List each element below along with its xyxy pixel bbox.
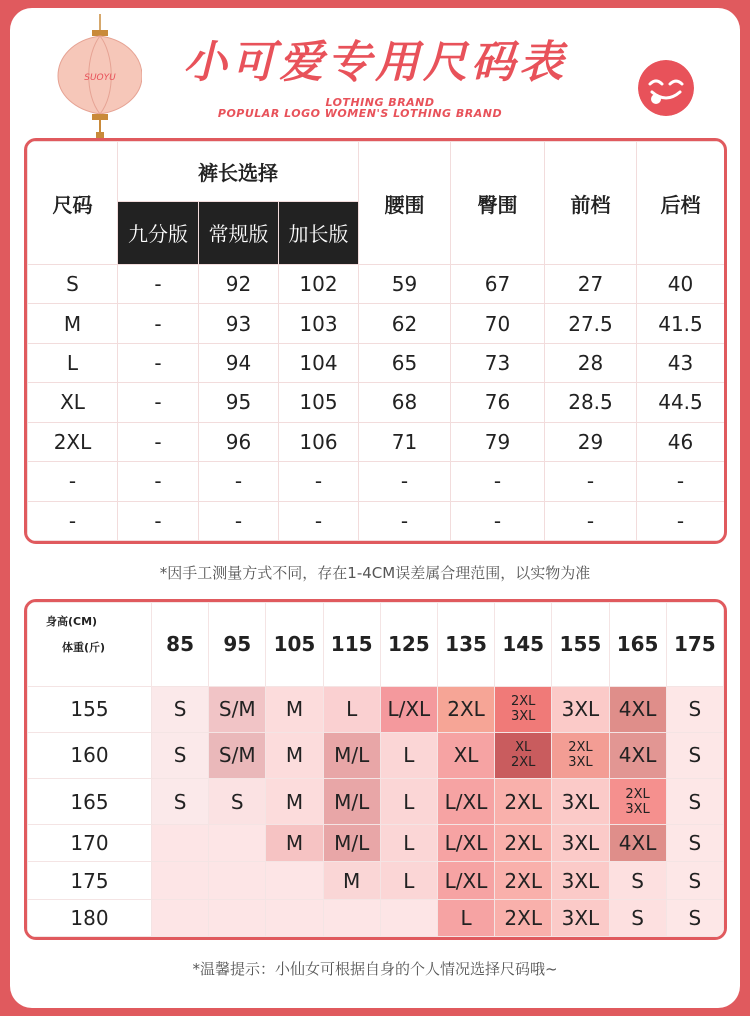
- corner-header: [28, 603, 152, 687]
- fit-cell-size: 3XL: [568, 755, 593, 771]
- fit-cell: 2XL: [495, 825, 552, 862]
- fit-cell: [609, 778, 666, 824]
- fit-cell: S: [152, 732, 209, 778]
- fit-cell: S: [666, 899, 723, 936]
- size-cell: 43: [637, 343, 725, 382]
- size-cell: 96: [199, 422, 279, 461]
- fit-cell: 3XL: [552, 825, 609, 862]
- size-cell: 67: [451, 265, 545, 304]
- size-cell: 93: [199, 304, 279, 343]
- fit-cell-size: 2XL: [511, 694, 536, 710]
- size-cell: -: [279, 501, 359, 540]
- size-cell: XL: [28, 383, 118, 422]
- fit-cell: 4XL: [609, 825, 666, 862]
- size-cell: -: [28, 462, 118, 501]
- height-cell: 170: [28, 825, 152, 862]
- back-rise-header: 后档: [637, 142, 725, 265]
- fit-row: [28, 686, 724, 732]
- fit-cell-size: 3XL: [511, 709, 536, 725]
- fit-cell: 3XL: [552, 686, 609, 732]
- size-cell: 104: [279, 343, 359, 382]
- fit-cell: L: [323, 686, 380, 732]
- size-cell: -: [199, 501, 279, 540]
- size-cell: -: [199, 462, 279, 501]
- brand-subtitle: LOTHING BRAND: [325, 96, 435, 109]
- size-row: [28, 462, 725, 501]
- size-cell: 62: [359, 304, 451, 343]
- size-cell: 71: [359, 422, 451, 461]
- fit-cell: M: [266, 778, 323, 824]
- size-cell: -: [451, 462, 545, 501]
- weight-header: 105: [266, 603, 323, 687]
- fit-cell: XL: [437, 732, 494, 778]
- weight-header: 155: [552, 603, 609, 687]
- weight-header: 145: [495, 603, 552, 687]
- size-cell: 28: [545, 343, 637, 382]
- fit-cell-size: 2XL: [625, 786, 650, 802]
- weight-header: 175: [666, 603, 723, 687]
- fit-cell: [266, 862, 323, 899]
- size-cell: -: [28, 501, 118, 540]
- size-cell: 40: [637, 265, 725, 304]
- size-cell: 2XL: [28, 422, 118, 461]
- size-cell: -: [451, 501, 545, 540]
- fit-cell: L/XL: [437, 862, 494, 899]
- fit-cell: L/XL: [380, 686, 437, 732]
- page-title: 小可爱专用尺码表: [183, 37, 567, 88]
- fit-cell: 4XL: [609, 732, 666, 778]
- fit-cell: S: [609, 862, 666, 899]
- fit-cell: L: [437, 899, 494, 936]
- fit-cell: 2XL: [437, 686, 494, 732]
- length-option-regular: 常规版: [199, 201, 279, 264]
- fit-cell: [380, 899, 437, 936]
- height-cell: 165: [28, 778, 152, 824]
- fit-cell-size: 2XL: [511, 755, 536, 771]
- size-cell: -: [118, 501, 199, 540]
- fit-cell: 3XL: [552, 862, 609, 899]
- fit-cell: S: [666, 778, 723, 824]
- tip-note: *温馨提示：小仙女可根据自身的个人情况选择尺码哦~: [192, 960, 558, 978]
- fit-cell: L/XL: [437, 825, 494, 862]
- fit-cell: [152, 862, 209, 899]
- size-row: [28, 265, 725, 304]
- fit-row: [28, 778, 724, 824]
- fit-cell: M/L: [323, 732, 380, 778]
- fit-cell: M: [323, 862, 380, 899]
- weight-header: 95: [209, 603, 266, 687]
- fit-row: [28, 899, 724, 936]
- fit-row: [28, 825, 724, 862]
- size-cell: -: [637, 501, 725, 540]
- weight-label: 体重(斤): [62, 641, 106, 654]
- fit-cell: [495, 732, 552, 778]
- size-cell: -: [118, 462, 199, 501]
- size-cell: 79: [451, 422, 545, 461]
- length-option-long: 加长版: [279, 201, 359, 264]
- height-cell: 160: [28, 732, 152, 778]
- fit-table: [24, 599, 727, 940]
- fit-cell: S: [152, 686, 209, 732]
- fit-row: [28, 862, 724, 899]
- fit-cell: S: [152, 778, 209, 824]
- size-cell: 29: [545, 422, 637, 461]
- fit-cell: [209, 899, 266, 936]
- brand-tagline: POPULAR LOGO WOMEN'S LOTHING BRAND: [217, 107, 503, 120]
- front-rise-header: 前档: [545, 142, 637, 265]
- size-cell: -: [279, 462, 359, 501]
- size-cell: 27.5: [545, 304, 637, 343]
- fit-cell-size: 2XL: [568, 740, 593, 756]
- measurement-note: *因手工测量方式不同，存在1-4CM误差属合理范围，以实物为准: [159, 564, 591, 582]
- size-cell: -: [359, 501, 451, 540]
- fit-cell: 2XL: [495, 899, 552, 936]
- fit-cell: [209, 862, 266, 899]
- weight-header: 135: [437, 603, 494, 687]
- size-cell: 92: [199, 265, 279, 304]
- size-cell: 70: [451, 304, 545, 343]
- fit-cell: L/XL: [437, 778, 494, 824]
- size-cell: 44.5: [637, 383, 725, 422]
- fit-cell: S: [666, 825, 723, 862]
- hip-header: 臀围: [451, 142, 545, 265]
- fit-cell: S: [609, 899, 666, 936]
- size-cell: -: [545, 462, 637, 501]
- fit-cell: 3XL: [552, 778, 609, 824]
- fit-cell: S: [666, 862, 723, 899]
- size-cell: 105: [279, 383, 359, 422]
- fit-cell: [323, 899, 380, 936]
- fit-cell: [495, 686, 552, 732]
- size-cell: 103: [279, 304, 359, 343]
- length-option-cropped: 九分版: [118, 201, 199, 264]
- size-cell: 95: [199, 383, 279, 422]
- height-cell: 175: [28, 862, 152, 899]
- fit-cell: S/M: [209, 686, 266, 732]
- weight-header: 115: [323, 603, 380, 687]
- size-cell: 102: [279, 265, 359, 304]
- fit-cell: S: [666, 732, 723, 778]
- size-cell: -: [545, 501, 637, 540]
- size-cell: -: [637, 462, 725, 501]
- fit-cell: 2XL: [495, 862, 552, 899]
- size-table: [24, 138, 727, 544]
- fit-cell: M/L: [323, 778, 380, 824]
- size-cell: 73: [451, 343, 545, 382]
- size-row: [28, 501, 725, 540]
- fit-cell: M/L: [323, 825, 380, 862]
- fit-cell: 2XL: [495, 778, 552, 824]
- fit-cell: S: [666, 686, 723, 732]
- size-row: [28, 422, 725, 461]
- fit-row: [28, 732, 724, 778]
- size-cell: 41.5: [637, 304, 725, 343]
- fit-cell: [266, 899, 323, 936]
- size-cell: -: [118, 343, 199, 382]
- height-cell: 155: [28, 686, 152, 732]
- size-cell: 68: [359, 383, 451, 422]
- size-cell: -: [359, 462, 451, 501]
- size-cell: S: [28, 265, 118, 304]
- fit-cell: S: [209, 778, 266, 824]
- size-cell: -: [118, 383, 199, 422]
- height-cell: 180: [28, 899, 152, 936]
- fit-cell-size: XL: [515, 740, 532, 756]
- size-cell: 94: [199, 343, 279, 382]
- fit-cell: 3XL: [552, 899, 609, 936]
- weight-header: 125: [380, 603, 437, 687]
- size-cell: 27: [545, 265, 637, 304]
- size-cell: 28.5: [545, 383, 637, 422]
- weight-header: 85: [152, 603, 209, 687]
- length-header: 裤长选择: [118, 142, 359, 202]
- fit-cell: L: [380, 778, 437, 824]
- size-cell: -: [118, 265, 199, 304]
- height-label: 身高(CM): [46, 615, 98, 628]
- size-cell: 65: [359, 343, 451, 382]
- fit-cell: L: [380, 862, 437, 899]
- size-cell: 46: [637, 422, 725, 461]
- size-cell: -: [118, 304, 199, 343]
- size-row: [28, 343, 725, 382]
- weight-header: 165: [609, 603, 666, 687]
- size-cell: 59: [359, 265, 451, 304]
- smiley-icon: [638, 60, 694, 116]
- fit-cell: L: [380, 825, 437, 862]
- fit-cell: M: [266, 732, 323, 778]
- fit-cell: 4XL: [609, 686, 666, 732]
- svg-text:SUOYU: SUOYU: [84, 73, 116, 83]
- fit-cell: S/M: [209, 732, 266, 778]
- size-cell: 106: [279, 422, 359, 461]
- fit-cell: [209, 825, 266, 862]
- fit-cell: M: [266, 686, 323, 732]
- size-cell: 76: [451, 383, 545, 422]
- size-cell: L: [28, 343, 118, 382]
- size-row: [28, 304, 725, 343]
- fit-cell: [552, 732, 609, 778]
- size-cell: M: [28, 304, 118, 343]
- fit-cell-size: 3XL: [625, 801, 650, 817]
- fit-cell: [152, 825, 209, 862]
- waist-header: 腰围: [359, 142, 451, 265]
- size-header: 尺码: [28, 142, 118, 265]
- fit-cell: M: [266, 825, 323, 862]
- fit-cell: [152, 899, 209, 936]
- size-cell: -: [118, 422, 199, 461]
- fit-cell: L: [380, 732, 437, 778]
- size-row: [28, 383, 725, 422]
